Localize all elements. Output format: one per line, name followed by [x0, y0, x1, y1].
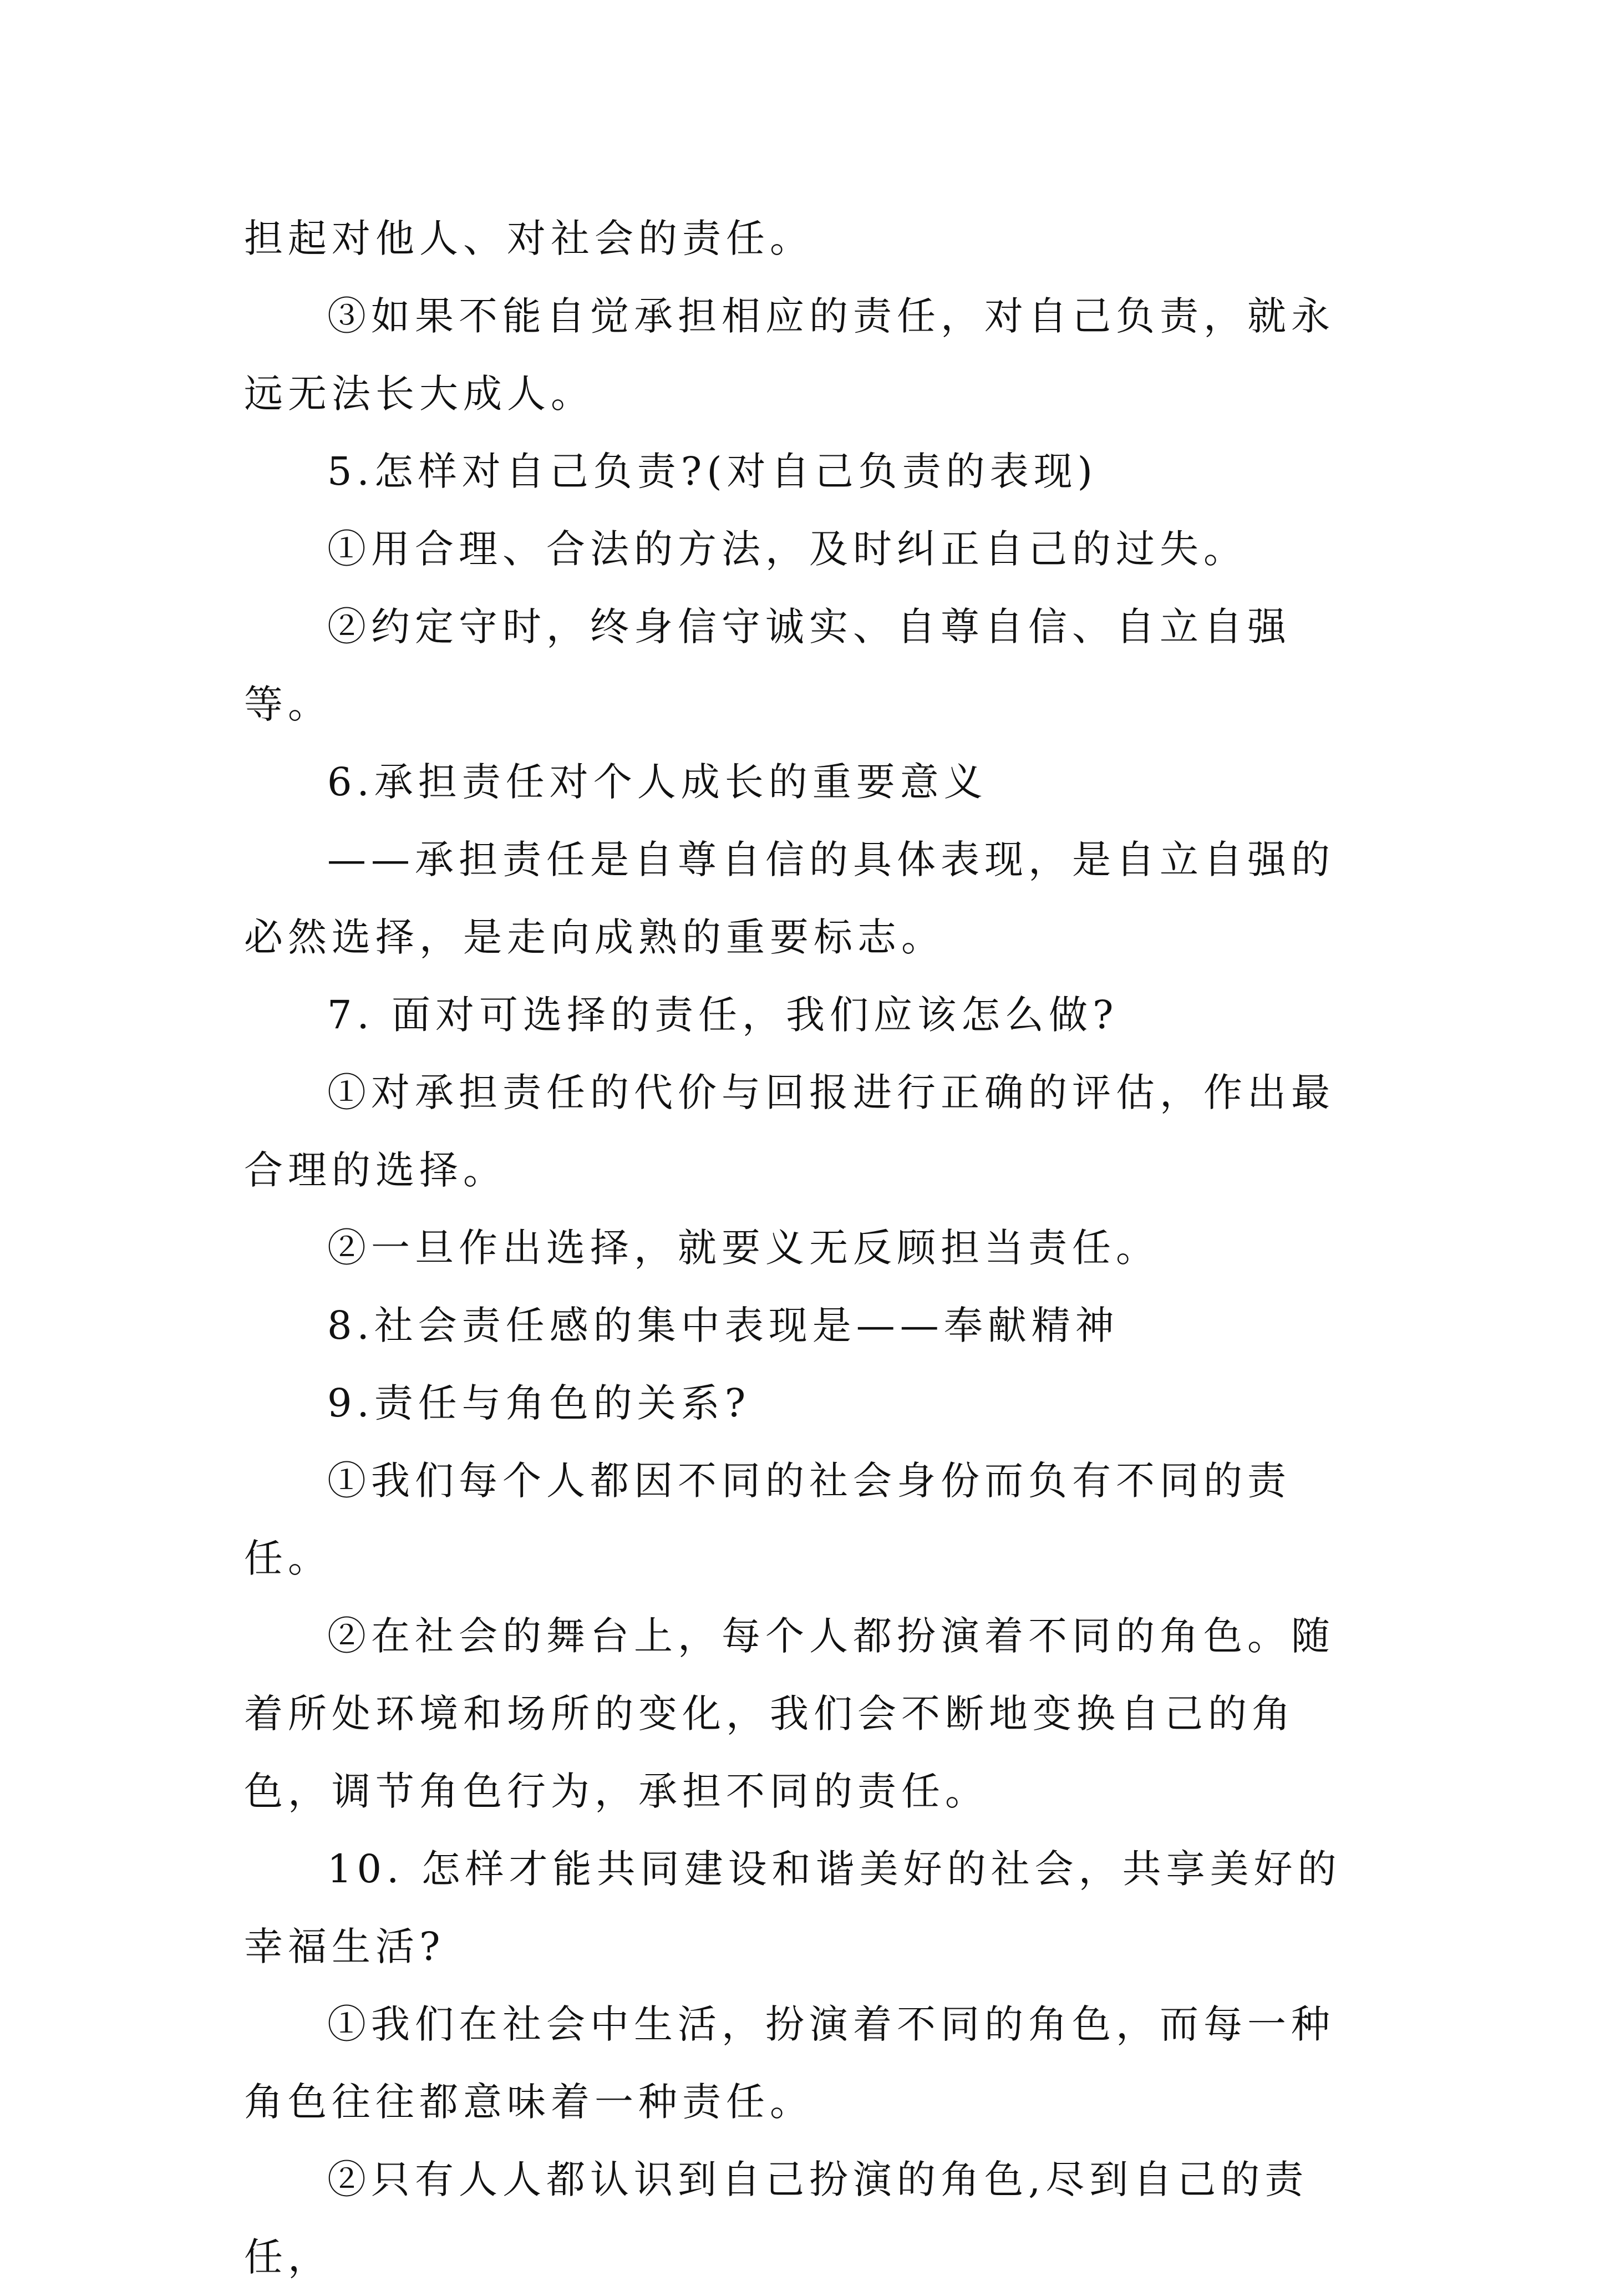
question-heading: 5.怎样对自己负责?(对自己负责的表现) — [327, 449, 1098, 494]
paragraph: 担起对他人、对社会的责任。 — [244, 216, 814, 261]
question-heading: 10. 怎样才能共同建设和谐美好的社会，共享美好的幸福生活? — [244, 1846, 1342, 1969]
paragraph: ①对承担责任的代价与回报进行正确的评估，作出最合理的选择。 — [244, 1070, 1335, 1193]
question-heading: 9.责任与角色的关系? — [327, 1380, 751, 1426]
paragraph: ①我们每个人都因不同的社会身份而负有不同的责任。 — [244, 1458, 1291, 1581]
document-body — [244, 200, 1364, 2296]
question-heading: 6.承担责任对个人成长的重要意义 — [327, 759, 988, 805]
question-heading: 8.社会责任感的集中表现是——奉献精神 — [327, 1303, 1119, 1348]
paragraph: ——承担责任是自尊自信的具体表现，是自立自强的必然选择，是走向成熟的重要标志。 — [244, 837, 1335, 960]
paragraph: ①用合理、合法的方法，及时纠正自己的过失。 — [327, 526, 1247, 572]
paragraph: ①我们在社会中生活，扮演着不同的角色，而每一种角色往往都意味着一种责任。 — [244, 2002, 1335, 2125]
paragraph: ②在社会的舞台上，每个人都扮演着不同的角色。随着所处环境和场所的变化，我们会不断地变换自己的角色，调节角色行为，承担不同的责任。 — [244, 1613, 1335, 1814]
paragraph: ②约定守时，终身信守诚实、自尊自信、自立自强等。 — [244, 604, 1291, 727]
question-heading: 7. 面对可选择的责任，我们应该怎么做? — [327, 992, 1119, 1038]
paragraph: ③如果不能自觉承担相应的责任，对自己负责，就永远无法长大成人。 — [244, 293, 1335, 416]
paragraph: ②一旦作出选择，就要义无反顾担当责任。 — [327, 1225, 1160, 1271]
paragraph: ②只有人人都认识到自己扮演的角色,尽到自己的责任， — [244, 2157, 1309, 2280]
